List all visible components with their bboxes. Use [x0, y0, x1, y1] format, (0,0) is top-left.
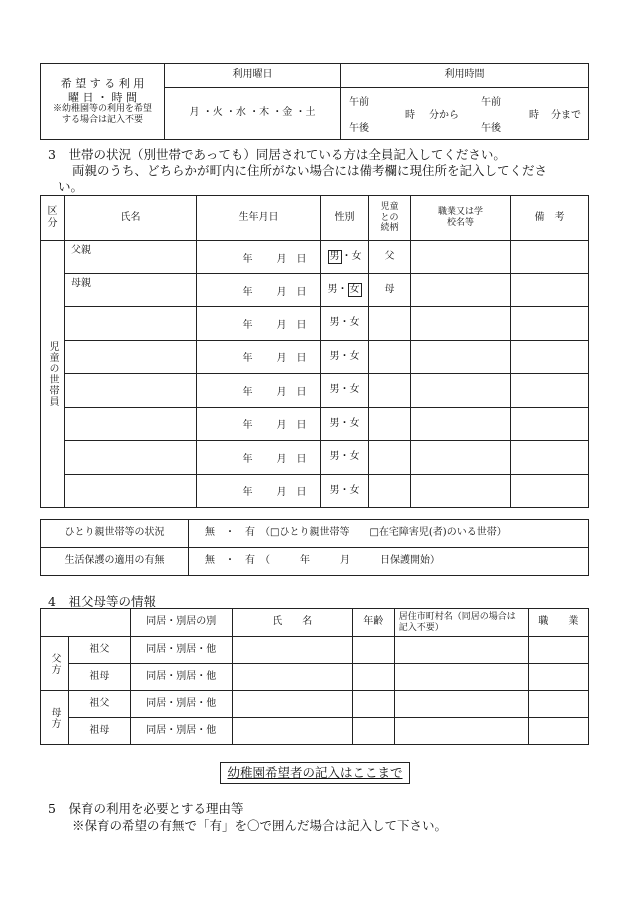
member-dob-cell[interactable] [197, 374, 321, 408]
section4-heading: 4 祖父母等の情報 [48, 594, 156, 609]
member-sex-cell[interactable] [321, 241, 369, 274]
gp-residence-cell[interactable] [394, 664, 528, 691]
sex-male-option[interactable]: 男 [329, 417, 340, 429]
sex-female-option[interactable]: 女 [349, 451, 360, 462]
col-name-header: 氏名 [65, 196, 197, 241]
grandparents-table [40, 608, 589, 745]
date-part-label: 月 [276, 353, 287, 365]
household-table [40, 195, 589, 508]
gp-job-cell[interactable] [528, 664, 588, 691]
member-job-cell[interactable] [411, 340, 511, 374]
household-group-text: 児童の世帯員 [47, 341, 58, 407]
household-row [41, 474, 589, 508]
gp-name-cell[interactable] [232, 637, 352, 664]
time-header: 利用時間 [341, 64, 589, 88]
usage-label-line1: 希 望 す る 利 用 [60, 76, 145, 90]
gp-residence-cell[interactable] [394, 637, 528, 664]
member-sex-cell[interactable] [321, 374, 369, 408]
gp-relation-label: 祖父 [69, 691, 131, 718]
sex-male-option[interactable]: 男 [327, 284, 338, 295]
member-relation-cell[interactable] [369, 340, 411, 374]
date-part-label: 年 [242, 319, 253, 331]
section3-heading: 3 世帯の状況（別世帯であっても）同居されている方は全員記入してください。 [48, 147, 506, 162]
member-job-cell[interactable] [411, 307, 511, 341]
member-sex-cell[interactable] [321, 340, 369, 374]
gp-name-header: 氏 名 [232, 609, 352, 637]
member-dob-cell[interactable] [197, 307, 321, 341]
gp-name-cell[interactable] [232, 691, 352, 718]
member-relation-cell[interactable] [369, 374, 411, 408]
member-dob-cell[interactable] [197, 407, 321, 441]
gp-age-cell[interactable] [352, 718, 394, 745]
member-dob-cell[interactable] [197, 474, 321, 508]
gp-residence-cell[interactable] [394, 691, 528, 718]
gp-age-cell[interactable] [352, 637, 394, 664]
usage-label-line2: 曜 日 ・ 時 間 [68, 90, 137, 104]
gp-job-header: 職 業 [528, 609, 588, 637]
gp-job-cell[interactable] [528, 691, 588, 718]
days-value[interactable]: 月 ・火 ・水 ・木 ・金 ・土 [165, 88, 341, 140]
date-part-label: 日 [296, 420, 307, 432]
member-relation-cell[interactable] [369, 474, 411, 508]
household-row [41, 374, 589, 408]
section5-heading: 5 保育の利用を必要とする理由等 [48, 801, 244, 816]
sex-separator: ・ [339, 451, 350, 462]
sex-female-option[interactable]: 女 [349, 384, 360, 395]
gp-residence-header: 居住市町村名（同居の場合は記入不要） [394, 609, 528, 637]
sex-female-option[interactable]: 女 [349, 317, 360, 328]
household-row [41, 241, 589, 274]
section5-note: ※保育の希望の有無で「有」を〇で囲んだ場合は記入して下さい。 [72, 818, 448, 833]
member-job-cell[interactable] [411, 274, 511, 307]
member-remarks-cell[interactable] [511, 241, 589, 274]
member-sex-cell[interactable] [321, 474, 369, 508]
sex-female-option[interactable]: 女 [349, 284, 360, 295]
sex-separator: ・ [339, 484, 350, 496]
member-relation-cell[interactable] [369, 407, 411, 441]
date-part-label: 日 [296, 286, 307, 298]
col-kubun-header: 区分 [41, 196, 65, 241]
status-table [40, 519, 589, 576]
gp-cohabit-options[interactable]: 同居・別居・他 [130, 637, 232, 664]
member-name-cell[interactable] [65, 407, 197, 441]
member-name-cell[interactable] [65, 340, 197, 374]
am-start-label: 午前 [349, 96, 369, 108]
usage-label-line3: ※幼稚園等の利用を希望 [52, 104, 152, 115]
date-part-label: 日 [296, 453, 307, 465]
date-part-label: 月 [276, 253, 287, 265]
member-dob-cell[interactable] [197, 340, 321, 374]
gp-age-cell[interactable] [352, 664, 394, 691]
sex-male-option[interactable]: 男 [329, 350, 340, 362]
usage-label-cell [41, 64, 165, 140]
date-part-label: 日 [296, 487, 307, 499]
gp-residence-cell[interactable] [394, 718, 528, 745]
member-relation-cell[interactable]: 母 [369, 274, 411, 307]
start-from-label: 分から [429, 109, 459, 121]
date-part-label: 年 [242, 420, 253, 432]
sex-separator: ・ [339, 350, 350, 362]
gp-side-label: 母方 [49, 706, 60, 729]
gp-name-cell[interactable] [232, 664, 352, 691]
member-relation-cell[interactable] [369, 307, 411, 341]
sex-female-option[interactable]: 女 [349, 484, 360, 496]
pm-start-label: 午後 [349, 122, 369, 134]
member-relation-cell[interactable]: 父 [369, 241, 411, 274]
usage-table [40, 63, 589, 140]
household-row [41, 307, 589, 341]
member-job-cell[interactable] [411, 407, 511, 441]
kindergarten-end-note [220, 762, 410, 784]
member-remarks-cell[interactable] [511, 274, 589, 307]
gp-side-label: 父方 [49, 652, 60, 675]
kindergarten-end-text: 幼稚園希望者の記入はここまで [227, 765, 403, 780]
sex-female-option[interactable]: 女 [351, 251, 362, 262]
member-name-cell[interactable]: 母親 [65, 274, 197, 307]
section3-note-line1: 両親のうち、どちらかが町内に住所がない場合には備考欄に現住所を記入してくださ [72, 163, 548, 178]
sex-separator: ・ [341, 251, 352, 262]
member-name-cell[interactable] [65, 474, 197, 508]
welfare-label: 生活保護の適用の有無 [41, 548, 189, 576]
date-part-label: 日 [296, 386, 307, 398]
grandparent-row [41, 637, 589, 664]
sex-separator: ・ [339, 417, 350, 429]
pm-end-label: 午後 [481, 122, 501, 134]
member-dob-cell[interactable] [197, 241, 321, 274]
date-part-label: 年 [242, 386, 253, 398]
date-part-label: 年 [242, 487, 253, 499]
end-until-label: 分まで [551, 109, 581, 121]
household-row [41, 407, 589, 441]
am-end-label: 午前 [481, 96, 501, 108]
col-job-header: 職業又は学校名等 [411, 196, 511, 241]
date-part-label: 月 [276, 386, 287, 398]
member-sex-cell[interactable] [321, 407, 369, 441]
gp-side-cell [41, 691, 69, 745]
sex-female-option[interactable]: 女 [349, 350, 360, 362]
gp-relation-label: 祖母 [69, 718, 131, 745]
member-remarks-cell[interactable] [511, 374, 589, 408]
sex-separator: ・ [339, 384, 350, 395]
date-part-label: 年 [242, 286, 253, 298]
col-remarks-header: 備 考 [511, 196, 589, 241]
date-part-label: 日 [296, 253, 307, 265]
date-part-label: 月 [276, 319, 287, 331]
date-part-label: 月 [276, 286, 287, 298]
member-name-cell[interactable] [65, 441, 197, 475]
sex-separator: ・ [337, 284, 348, 295]
date-part-label: 月 [276, 453, 287, 465]
date-part-label: 年 [242, 453, 253, 465]
household-row [41, 340, 589, 374]
gp-relation-label: 祖父 [69, 637, 131, 664]
member-remarks-cell[interactable] [511, 307, 589, 341]
col-dob-header: 生年月日 [197, 196, 321, 241]
member-remarks-cell[interactable] [511, 441, 589, 475]
start-hour-label: 時 [405, 109, 415, 121]
gp-blank-header [41, 609, 131, 637]
date-part-label: 月 [276, 487, 287, 499]
member-sex-cell[interactable] [321, 307, 369, 341]
member-remarks-cell[interactable] [511, 474, 589, 508]
gp-cohabit-options[interactable]: 同居・別居・他 [130, 718, 232, 745]
gp-cohabit-header: 同居・別居の別 [130, 609, 232, 637]
member-relation-cell[interactable] [369, 441, 411, 475]
end-hour-label: 時 [529, 109, 539, 121]
member-job-cell[interactable] [411, 241, 511, 274]
member-remarks-cell[interactable] [511, 340, 589, 374]
gp-side-cell [41, 637, 69, 691]
single-parent-label: ひとり親世帯等の状況 [41, 520, 189, 548]
sex-male-option[interactable]: 男 [329, 451, 340, 462]
household-row [41, 441, 589, 475]
gp-job-cell[interactable] [528, 718, 588, 745]
col-sex-header: 性別 [321, 196, 369, 241]
member-name-cell[interactable] [65, 374, 197, 408]
date-part-label: 月 [276, 420, 287, 432]
member-dob-cell[interactable] [197, 274, 321, 307]
gp-job-cell[interactable] [528, 637, 588, 664]
sex-male-option[interactable]: 男 [329, 251, 340, 262]
welfare-value[interactable]: 無 ・ 有 （ 年 月 日保護開始） [189, 548, 589, 576]
sex-male-option[interactable]: 男 [329, 484, 340, 496]
date-part-label: 年 [242, 353, 253, 365]
member-job-cell[interactable] [411, 474, 511, 508]
member-job-cell[interactable] [411, 374, 511, 408]
member-name-cell[interactable] [65, 307, 197, 341]
member-job-cell[interactable] [411, 441, 511, 475]
gp-cohabit-options[interactable]: 同居・別居・他 [130, 664, 232, 691]
member-sex-cell[interactable] [321, 274, 369, 307]
sex-male-option[interactable]: 男 [329, 384, 340, 395]
section3-note-line2: い。 [58, 179, 84, 194]
usage-label-line4: する場合は記入不要 [61, 115, 143, 126]
date-part-label: 日 [296, 353, 307, 365]
gp-name-cell[interactable] [232, 718, 352, 745]
grandparent-row [41, 691, 589, 718]
sex-male-option[interactable]: 男 [329, 317, 340, 328]
col-relation-header: 児童との続柄 [369, 196, 411, 241]
member-name-cell[interactable]: 父親 [65, 241, 197, 274]
gp-age-header: 年齢 [352, 609, 394, 637]
days-header: 利用曜日 [165, 64, 341, 88]
member-dob-cell[interactable] [197, 441, 321, 475]
single-parent-value[interactable]: 無 ・ 有 （□ひとり親世帯等 □在宅障害児(者)のいる世帯） [189, 520, 589, 548]
grandparent-row [41, 718, 589, 745]
sex-female-option[interactable]: 女 [349, 417, 360, 429]
time-value-cell[interactable] [341, 88, 589, 140]
household-row [41, 274, 589, 307]
date-part-label: 日 [296, 319, 307, 331]
date-part-label: 年 [242, 253, 253, 265]
sex-separator: ・ [339, 317, 350, 328]
member-sex-cell[interactable] [321, 441, 369, 475]
member-remarks-cell[interactable] [511, 407, 589, 441]
grandparent-row [41, 664, 589, 691]
gp-age-cell[interactable] [352, 691, 394, 718]
gp-cohabit-options[interactable]: 同居・別居・他 [130, 691, 232, 718]
gp-relation-label: 祖母 [69, 664, 131, 691]
household-group-label [41, 241, 65, 508]
